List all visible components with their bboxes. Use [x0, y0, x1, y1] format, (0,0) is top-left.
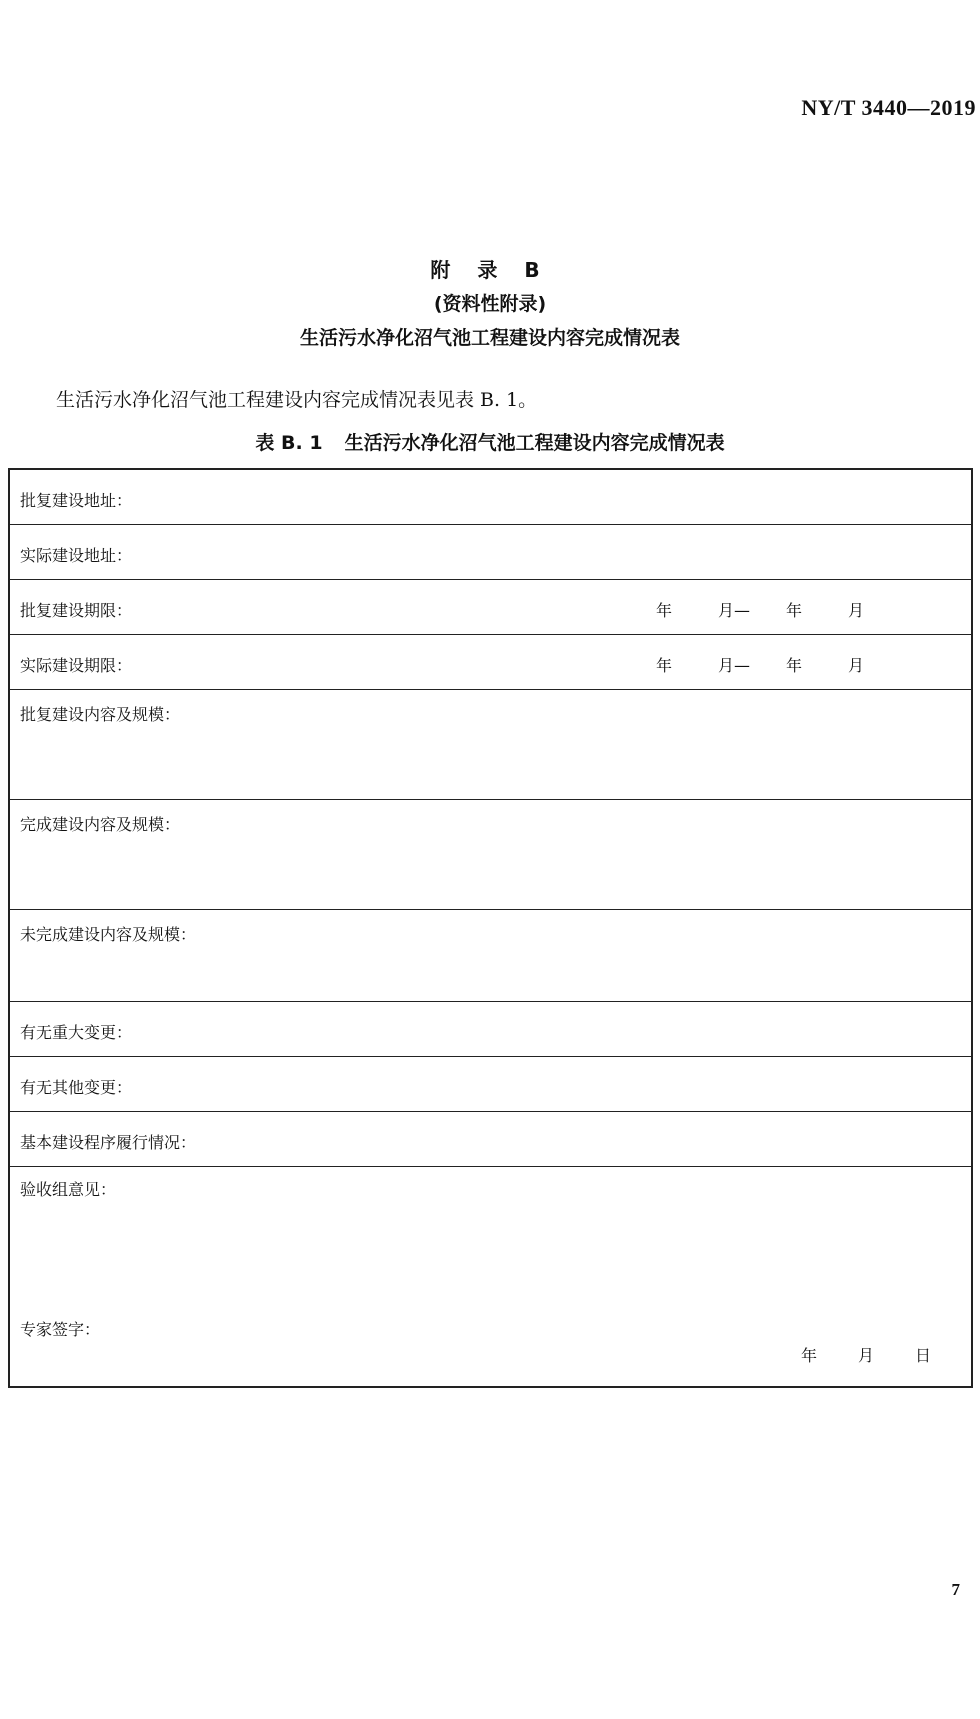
row-uncompleted-content — [10, 910, 971, 1002]
row-approved-period — [10, 580, 971, 635]
row-actual-period — [10, 635, 971, 690]
date-year-start: 年 — [656, 656, 673, 675]
date-month-start: 月— — [718, 656, 751, 675]
actual-address-label: 实际建设地址： — [20, 546, 133, 565]
row-major-change — [10, 1002, 971, 1057]
date-month-end: 月 — [848, 601, 865, 620]
other-change-label: 有无其他变更： — [20, 1078, 133, 1097]
procedure-status-label: 基本建设程序履行情况： — [20, 1133, 197, 1152]
row-procedure-status — [10, 1112, 971, 1167]
completion-form-table — [8, 468, 973, 1388]
date-month-end: 月 — [848, 656, 865, 675]
approved-content-label: 批复建设内容及规模： — [20, 705, 181, 724]
expert-signature-label: 专家签字： — [20, 1320, 101, 1339]
row-completed-content — [10, 800, 971, 910]
row-actual-address — [10, 525, 971, 580]
table-caption — [0, 428, 980, 455]
uncompleted-content-label: 未完成建设内容及规模： — [20, 925, 197, 944]
appendix-label: 附 录 B — [430, 258, 550, 282]
actual-period-label: 实际建设期限： — [20, 656, 133, 675]
sign-date-year: 年 — [801, 1346, 818, 1365]
approved-address-label: 批复建设地址： — [20, 491, 133, 510]
table-caption-number: 表 B. 1 — [255, 432, 323, 454]
date-year-start: 年 — [656, 601, 673, 620]
date-month-start: 月— — [718, 601, 751, 620]
intro-paragraph: 生活污水净化沼气池工程建设内容完成情况表见表 B. 1。 — [56, 389, 538, 411]
sign-date-month: 月 — [858, 1346, 875, 1365]
acceptance-opinion-label: 验收组意见： — [20, 1180, 117, 1199]
sign-date-day: 日 — [915, 1346, 932, 1365]
row-approved-content — [10, 690, 971, 800]
approved-period-label: 批复建设期限： — [20, 601, 133, 620]
date-year-end: 年 — [786, 601, 803, 620]
standard-code: NY/T 3440—2019 — [801, 95, 976, 120]
row-acceptance-opinion — [10, 1167, 971, 1386]
date-year-end: 年 — [786, 656, 803, 675]
table-caption-title: 生活污水净化沼气池工程建设内容完成情况表 — [344, 432, 725, 454]
major-change-label: 有无重大变更： — [20, 1023, 133, 1042]
page-number: 7 — [951, 1580, 960, 1599]
completed-content-label: 完成建设内容及规模： — [20, 815, 181, 834]
row-other-change — [10, 1057, 971, 1112]
row-approved-address — [10, 470, 971, 525]
appendix-nature: (资料性附录) — [433, 293, 547, 315]
appendix-title: 生活污水净化沼气池工程建设内容完成情况表 — [299, 327, 680, 349]
